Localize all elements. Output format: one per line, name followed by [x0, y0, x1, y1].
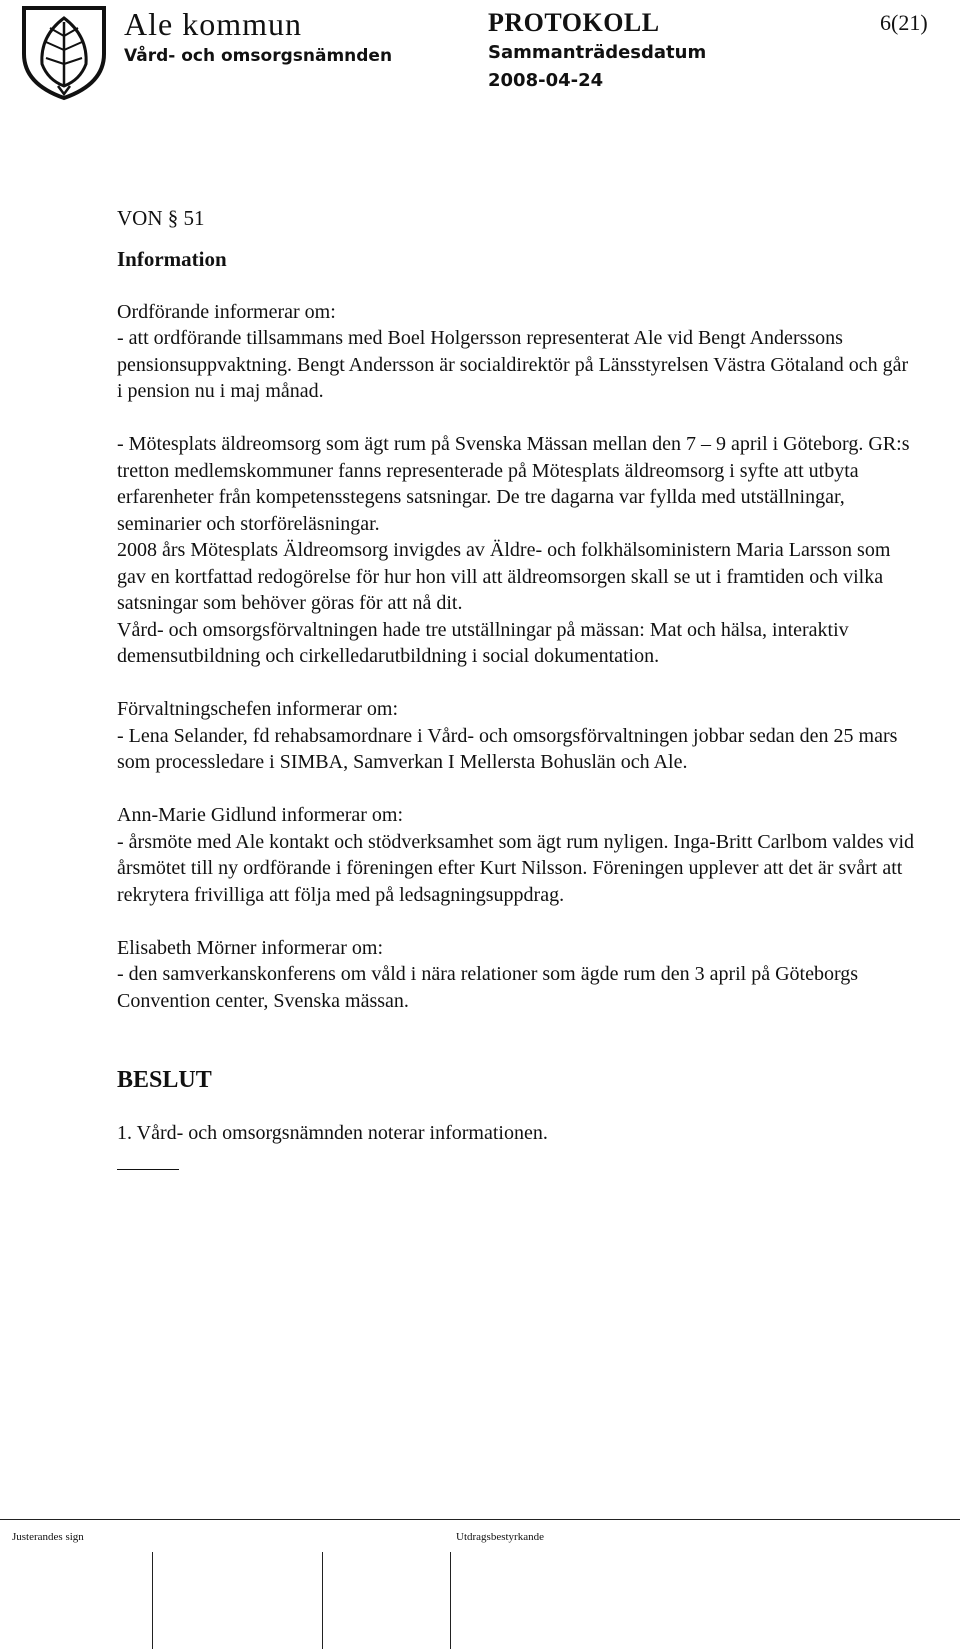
- section-reference: VON § 51: [117, 206, 205, 230]
- meeting-date-label: Sammanträdesdatum: [488, 42, 707, 63]
- decision-heading: BESLUT: [117, 1067, 212, 1093]
- paragraph: Vård- och omsorgsförvaltningen hade tre utställningar på mässan: Mat och hälsa, interaktiv demensutbildning och cirkelledarutbildning i social dokumentation.: [117, 618, 849, 667]
- committee-name: Vård- och omsorgsnämnden: [124, 46, 393, 66]
- decision-item: 1. Vård- och omsorgsnämnden noterar informationen.: [117, 1122, 548, 1144]
- document-body: [117, 205, 917, 1170]
- justerandes-sign-label: Justerandes sign: [12, 1531, 84, 1543]
- paragraph: - Lena Selander, fd rehabsamordnare i Vård- och omsorgsförvaltningen jobbar sedan den 25 mars som processledare i SIMBA, Samverkan I Mellersta Bohuslän och Ale.: [117, 724, 898, 773]
- municipality-name: Ale kommun: [124, 6, 302, 42]
- signature-box-divider: [450, 1552, 451, 1649]
- paragraph: 2008 års Mötesplats Äldreomsorg invigdes av Äldre- och folkhälsoministern Maria Larsson som gav en kortfattad redogörelse för hur hon vill att äldreomsorgen skall se ut i framtiden och vilka satsningar som behöver göras för att nå dit.: [117, 539, 891, 614]
- document-type: PROTOKOLL: [488, 8, 660, 37]
- section-title: Information: [117, 246, 227, 271]
- meeting-date: 2008-04-24: [488, 70, 604, 91]
- paragraph: Förvaltningschefen informerar om:: [117, 698, 399, 720]
- signature-box-divider: [322, 1552, 323, 1649]
- paragraph: Ann-Marie Gidlund informerar om:: [117, 804, 404, 826]
- paragraph: Elisabeth Mörner informerar om:: [117, 936, 384, 959]
- signature-box-divider: [152, 1552, 153, 1649]
- paragraph: - Mötesplats äldreomsorg som ägt rum på Svenska Mässan mellan den 7 – 9 april i Göteborg. GR:s tretton medlemskommuner fanns representerade på Mötesplats äldreomsorg i syfte att utbyta erfarenheter från kompetensstegens satsningar. De tre dagarna var fyllda med utställningar, seminarier och storföreläsningar.: [117, 433, 910, 535]
- end-rule: [117, 1169, 179, 1170]
- paragraph: - att ordförande tillsammans med Boel Holgersson representerat Ale vid Bengt Anderssons pensionsuppvaktning. Bengt Andersson är socialdirektör på Länsstyrelsen Västra Götaland och går i pension nu i maj månad.: [117, 327, 909, 402]
- footer-divider: [0, 1519, 960, 1520]
- paragraph: - den samverkanskonferens om våld i nära relationer som ägde rum den 3 april på Göteborgs Convention center, Svenska mässan.: [117, 963, 859, 1012]
- page-number: 6(21): [880, 10, 928, 35]
- paragraph: - årsmöte med Ale kontakt och stödverksamhet som ägt rum nyligen. Inga-Britt Carlbom valdes vid årsmötet till ny ordförande i föreningen efter Kurt Nilsson. Föreningen upplever att det är svårt att rekrytera frivilliga att följa med på ledsagningsuppdrag.: [117, 830, 915, 906]
- paragraph: Ordförande informerar om:: [117, 300, 336, 323]
- utdragsbestyrkande-label: Utdragsbestyrkande: [456, 1531, 544, 1543]
- ale-kommun-logo: [18, 2, 110, 102]
